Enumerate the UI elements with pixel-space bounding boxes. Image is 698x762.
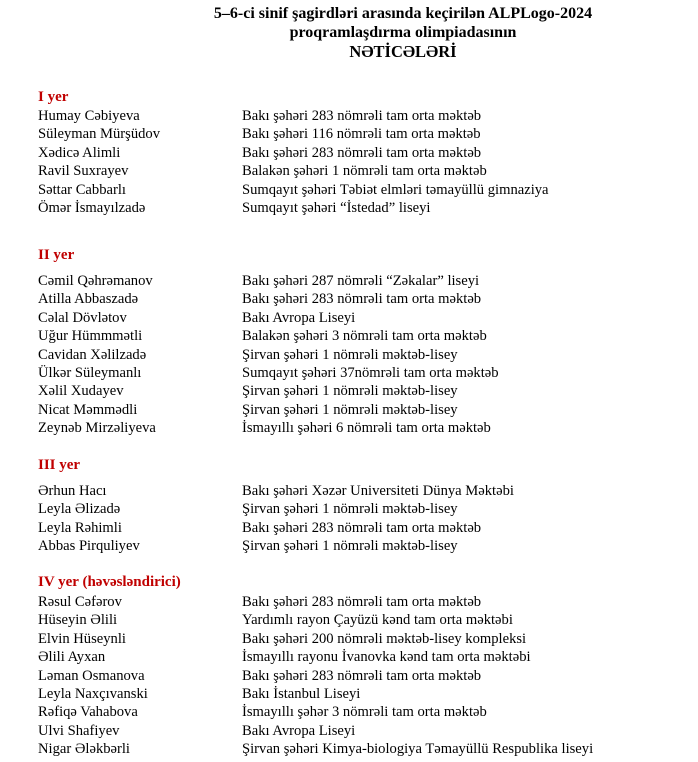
participant-school: İsmayıllı rayonu İvanovka kənd tam orta məktəbi	[242, 649, 531, 666]
participant-school: Bakı şəhəri 283 nömrəli tam orta məktəb	[242, 144, 482, 161]
participant-row	[38, 630, 678, 648]
place-title: IV yer (həvəsləndirici)	[38, 574, 181, 590]
participant-name: Ömər İsmayılzadə	[38, 199, 146, 216]
participant-name: Zeynəb Mirzəliyeva	[38, 420, 156, 437]
participant-name: Cavidan Xəlilzadə	[38, 346, 147, 363]
participant-school: Bakı şəhəri 283 nömrəli tam orta məktəb	[242, 594, 482, 610]
participant-row	[38, 740, 678, 758]
participant-row	[38, 667, 678, 685]
place-title: II yer	[38, 247, 75, 263]
participant-school: Bakı şəhəri 116 nömrəli tam orta məktəb	[242, 126, 481, 143]
participant-name: Ərhun Hacı	[38, 483, 107, 499]
participant-row	[38, 199, 678, 217]
participant-name: Leyla Əlizadə	[38, 501, 121, 518]
participant-row	[38, 327, 678, 345]
participant-row	[38, 181, 678, 199]
participant-school: Bakı Avropa Liseyi	[242, 722, 356, 739]
place-section	[38, 573, 678, 759]
participant-name: Rəsul Cəfərov	[38, 594, 122, 610]
participant-row	[38, 482, 678, 500]
participant-name: Nigar Ələkbərli	[38, 741, 130, 758]
participant-name: Ulvi Shafiyev	[38, 722, 120, 739]
participant-school: Şirvan şəhəri 1 nömrəli məktəb-lisey	[242, 501, 458, 518]
header-line-2: proqramlaşdırma olimpiadasının	[289, 24, 517, 41]
participant-row	[38, 519, 678, 537]
participant-row	[38, 125, 678, 143]
participant-row	[38, 500, 678, 518]
place-section	[38, 456, 678, 556]
participant-name: Atilla Abbaszadə	[38, 291, 139, 308]
participant-row	[38, 537, 678, 555]
participant-school: Sumqayıt şəhəri “İstedad” liseyi	[242, 199, 431, 216]
participant-name: Ləman Osmanova	[38, 667, 145, 684]
participant-row	[38, 648, 678, 666]
participant-row	[38, 611, 678, 629]
participant-school: Şirvan şəhəri 1 nömrəli məktəb-lisey	[242, 383, 458, 400]
participant-name: Humay Cəbiyeva	[38, 108, 140, 124]
participant-school: Şirvan şəhəri 1 nömrəli məktəb-lisey	[242, 401, 458, 418]
participant-name: Ravil Suxrayev	[38, 163, 129, 180]
participant-school: Sumqayıt şəhəri 37nömrəli tam orta məktəb	[242, 364, 499, 381]
participant-school: Bakı şəhəri 283 nömrəli tam orta məktəb	[242, 519, 482, 536]
participant-school: Bakı şəhəri 287 nömrəli “Zəkalar” liseyi	[242, 273, 480, 289]
participant-row	[38, 703, 678, 721]
participant-row	[38, 419, 678, 437]
participant-row	[38, 346, 678, 364]
participant-school: Bakı İstanbul Liseyi	[242, 685, 361, 702]
participant-name: Xəlil Xudayev	[38, 383, 124, 400]
participant-school: İsmayıllı şəhər 3 nömrəli tam orta məktəb	[242, 704, 487, 721]
participant-name: Nicat Məmmədli	[38, 401, 138, 418]
participant-row	[38, 272, 678, 290]
participant-name: Abbas Pirquliyev	[38, 538, 140, 555]
participant-row	[38, 309, 678, 327]
participant-name: Səttar Cabbarlı	[38, 181, 126, 198]
participant-name: Leyla Rəhimli	[38, 519, 122, 536]
participant-school: Bakı Avropa Liseyi	[242, 309, 356, 326]
place-section	[38, 246, 678, 438]
participant-row	[38, 401, 678, 419]
participant-school: Şirvan şəhəri 1 nömrəli məktəb-lisey	[242, 346, 458, 363]
participant-school: Bakı şəhəri 200 nömrəli məktəb-lisey kompleksi	[242, 630, 527, 647]
participant-name: Xədicə Alimli	[38, 144, 121, 161]
participant-school: Balakən şəhəri 3 nömrəli tam orta məktəb	[242, 328, 487, 345]
participant-name: Əlili Ayxan	[38, 649, 106, 666]
participant-row	[38, 722, 678, 740]
participant-name: Rəfiqə Vahabova	[38, 704, 138, 721]
participant-name: Süleyman Mürşüdov	[38, 126, 161, 143]
participant-row	[38, 290, 678, 308]
participant-name: Ülkər Süleymanlı	[38, 364, 142, 381]
participant-school: Şirvan şəhəri 1 nömrəli məktəb-lisey	[242, 538, 458, 555]
participant-name: Leyla Naxçıvanski	[38, 685, 148, 702]
participant-school: İsmayıllı şəhəri 6 nömrəli tam orta məktəb	[242, 420, 491, 437]
header-line-1: 5–6-ci sinif şagirdləri arasında keçirilən ALPLogo-2024	[213, 5, 593, 22]
place-title: I yer	[38, 89, 69, 105]
participant-name: Cəmil Qəhrəmanov	[38, 273, 153, 289]
participant-row	[38, 364, 678, 382]
participant-school: Bakı şəhəri 283 nömrəli tam orta məktəb	[242, 291, 482, 308]
participant-row	[38, 144, 678, 162]
place-section	[38, 88, 678, 217]
participant-row	[38, 107, 678, 125]
participant-school: Şirvan şəhəri Kimya-biologiya Təmayüllü Respublika liseyi	[242, 741, 594, 758]
participant-school: Sumqayıt şəhəri Təbiət elmləri təmayüllü gimnaziya	[242, 181, 549, 198]
participant-row	[38, 593, 678, 611]
participant-row	[38, 685, 678, 703]
document-title: NƏTİCƏLƏRİ	[349, 42, 457, 61]
participant-school: Bakı şəhəri 283 nömrəli tam orta məktəb	[242, 108, 482, 124]
participant-name: Cəlal Dövlətov	[38, 309, 127, 326]
participant-name: Uğur Hümmmətli	[38, 328, 143, 345]
participant-row	[38, 162, 678, 180]
participant-school: Balakən şəhəri 1 nömrəli tam orta məktəb	[242, 163, 487, 180]
participant-name: Elvin Hüseynli	[38, 630, 126, 647]
document-header	[0, 4, 698, 61]
participant-school: Bakı şəhəri Xəzər Universiteti Dünya Məktəbi	[242, 483, 514, 499]
participant-name: Hüseyin Əlili	[38, 612, 118, 629]
place-title: III yer	[38, 457, 81, 473]
participant-row	[38, 382, 678, 400]
participant-school: Bakı şəhəri 283 nömrəli tam orta məktəb	[242, 667, 482, 684]
participant-school: Yardımlı rayon Çayüzü kənd tam orta məktəbi	[242, 612, 513, 629]
